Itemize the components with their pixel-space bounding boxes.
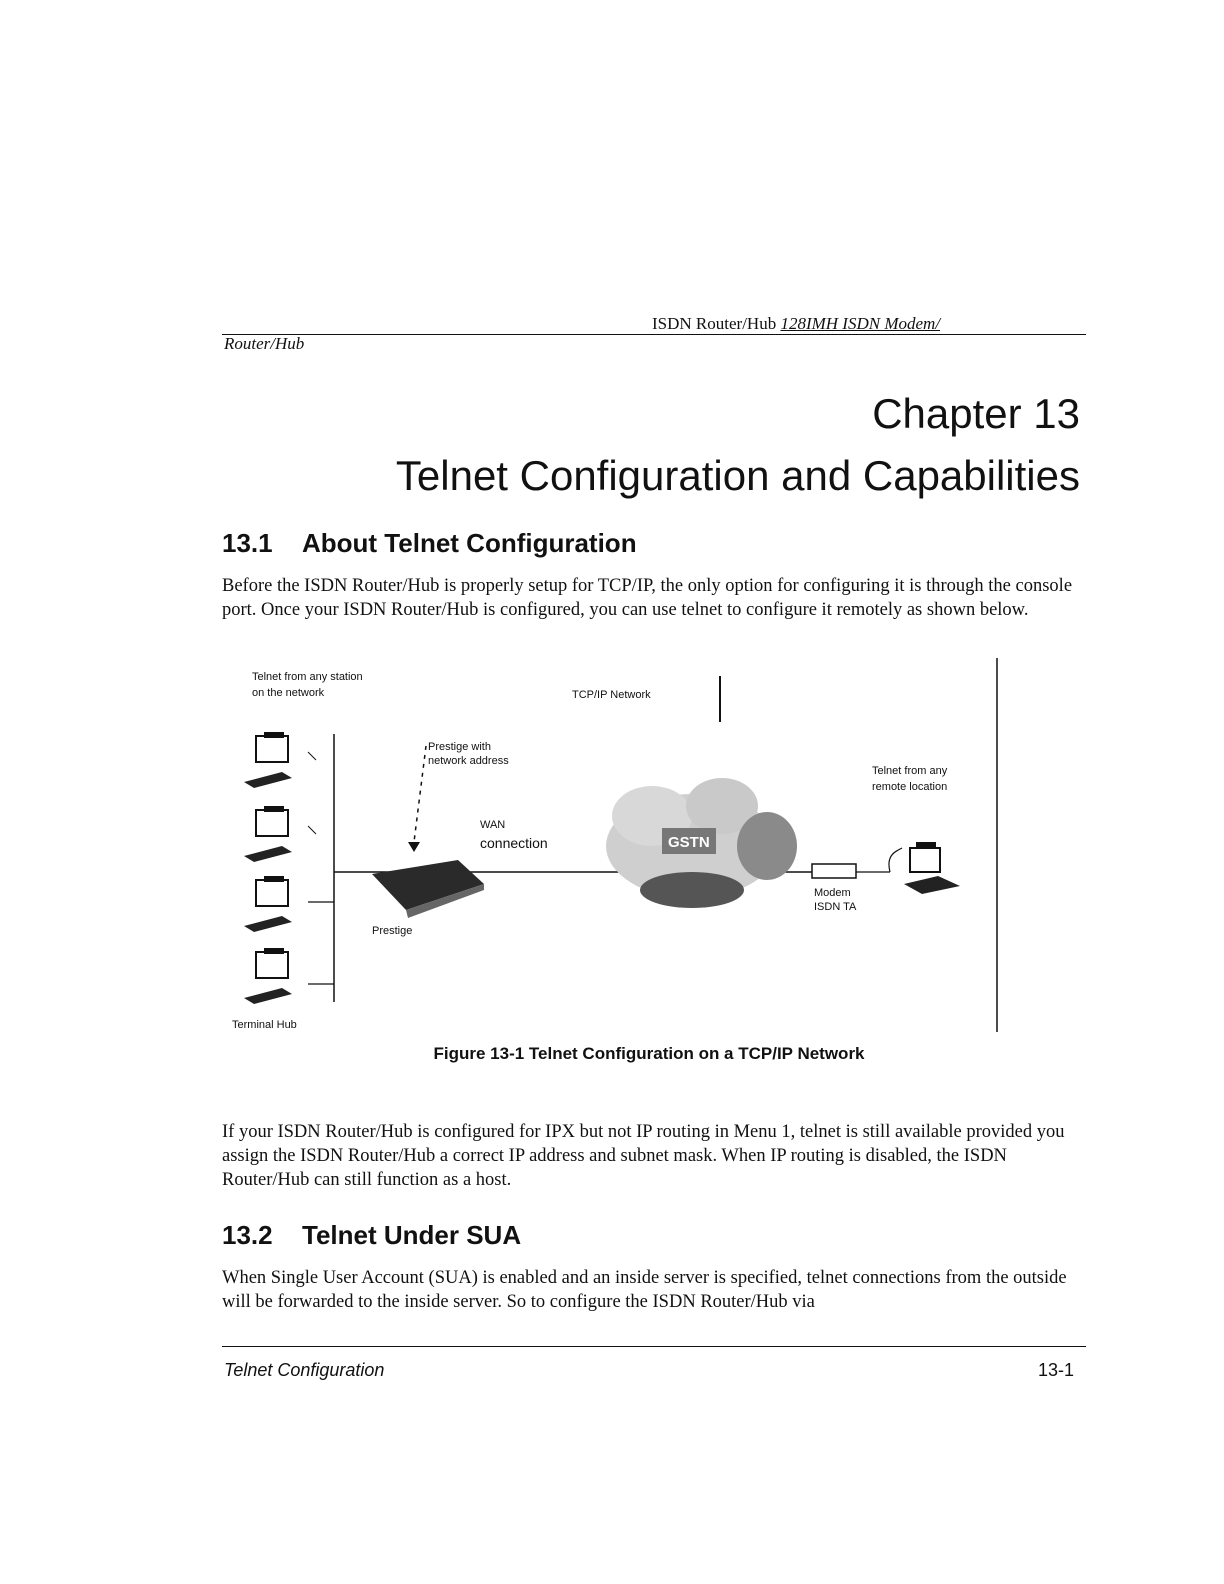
header-product: ISDN Router/Hub	[652, 314, 781, 333]
section-title: About Telnet Configuration	[302, 528, 637, 558]
running-header	[652, 314, 940, 334]
label-ta-1: Modem	[814, 887, 851, 899]
paragraph-intro: Before the ISDN Router/Hub is properly setup for TCP/IP, the only option for configuring it is through the console port. Once your ISDN Router/Hub is configured, you can use telnet to configure it remotely as shown below.	[222, 576, 1073, 620]
footer-rule	[222, 1346, 1086, 1347]
label-cloud: GSTN	[668, 834, 710, 851]
header-rule	[222, 334, 1086, 335]
label-remote-2: remote location	[872, 781, 948, 793]
remote-computer-icon	[889, 842, 960, 894]
telnet-network-diagram	[222, 656, 1002, 1036]
footer-chapter-name: Telnet Configuration	[224, 1360, 385, 1380]
label-workstations-2: on the network	[252, 687, 325, 699]
label-connection: connection	[480, 835, 548, 851]
section-number: 13.1	[222, 528, 273, 558]
isdn-ta-icon	[812, 864, 856, 878]
label-remote-1: Telnet from any	[872, 765, 948, 777]
label-address-1: Prestige with	[428, 741, 491, 753]
label-network: TCP/IP Network	[572, 689, 651, 701]
label-workstations-1: Telnet from any station	[252, 671, 363, 683]
section-heading-13-2	[222, 1220, 521, 1251]
label-wan: WAN	[480, 819, 506, 831]
label-ta-2: ISDN TA	[814, 901, 857, 913]
paragraph-sua: When Single User Account (SUA) is enabled and an inside server is specified, telnet connections from the outside will be forwarded to the inside server. So to configure the ISDN Router/Hub via	[222, 1268, 1067, 1312]
computer-icon	[244, 732, 292, 788]
footer-page-number: 13-1	[1037, 1360, 1074, 1380]
header-model: 128IMH ISDN Modem/	[780, 314, 941, 333]
label-terminals: Terminal Hub	[232, 1019, 297, 1031]
label-address-2: network address	[428, 755, 509, 767]
label-device: Prestige	[372, 925, 413, 937]
computer-icon	[244, 876, 292, 932]
section-number: 13.2	[222, 1220, 273, 1250]
chapter-title: Telnet Configuration and Capabilities	[395, 452, 1080, 499]
header-continuation: Router/Hub	[224, 334, 305, 353]
section-title: Telnet Under SUA	[302, 1220, 522, 1250]
figure-caption: Figure 13-1 Telnet Configuration on a TCP/IP Network	[433, 1044, 865, 1063]
section-heading-13-1	[222, 528, 637, 559]
chapter-number: Chapter 13	[872, 390, 1080, 437]
paragraph-ipx: If your ISDN Router/Hub is configured for IPX but not IP routing in Menu 1, telnet is still available provided you assign the ISDN Router/Hub a correct IP address and subnet mask. When IP routing is disabled, the ISDN Router/Hub can still function as a host.	[222, 1122, 1065, 1190]
router-device-icon	[372, 860, 484, 918]
computer-icon	[244, 806, 292, 862]
computer-icon	[244, 948, 292, 1004]
